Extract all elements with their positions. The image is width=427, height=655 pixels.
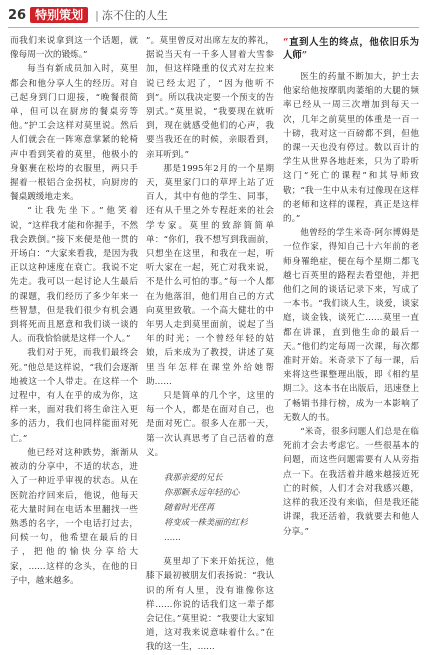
paragraph: 我们对于死，而我们最终会死。”他总是这样说，“我们会逐渐地被这一个人带走。在这样一个过程中，有人在乎的成为你，这样一来，面对我们将生命注入更多的活力，我们也同样能面对死亡。” [10,348,138,444]
poem-line: 你那颗永远年轻的心 [164,487,240,498]
poem-line: …… [164,532,181,543]
quote-open-mark: “ [283,37,289,48]
paragraph: 医生的药量不断加大，护士去他家给他按摩肌肉萎缩的大腿的频率已经从一周三次增加到每天一次，几年之前莫里的体重是一百一十磅，我对这一百磅都不到，但他的课一天也没有停过。数以百计的学生从世界各地赶来，只为了聆听这门“死亡的课程”和其导师致敬；“我一生中从未有过像现在这样的老师和这样的课程，真正是这样的。” [283,72,419,225]
paragraph: 只是简单的几个字，这里的每一个人，都是在面对自己，也是面对死亡。很多人在那一天，第一次认真思考了自己活着的意义。 [146,391,274,458]
paragraph: ”。莫里曾反对出席左友的葬礼，据说当天有一千多人冒着大雪参加，但这样隆重的仪式对左拉来说已经太迟了，“因为他听不到”。所以我决定要一个预支的告别式。”莫里说，“我要现在就听到，现在就感受他们的心声，我要当我还在的时候，亲眼看到，亲耳听到。” [146,36,274,160]
poem-line: 将变成一株美丽的红杉 [164,517,248,528]
paragraph: 而我们来说拿到这一个话题，就像每周一次的锻炼。” [10,36,138,61]
quote-close-mark: ” [301,50,308,61]
header-separator: | [95,8,99,22]
poem-line: 随着时光荏苒 [164,502,215,513]
poem-line: 我那亲爱的兄长 [164,472,223,483]
page-number: 26 [8,7,27,23]
page-header [8,4,419,26]
paragraph: “米奇，很多问题人们总是在临死前才会去考虑它。一些很基本的问题，而这些问题需要有人从旁指点一下。在我活着并越来越接近死亡的时候，人们才会对我感兴趣，这样的我还没有来临，但是我还能讲课，我还活着，我就要去和他人分享。” [283,427,419,537]
paragraph: 莫里却了下来开始抚泣，他膝下最初被朋友们表扬说：“我认识的所有人里，没有谁像你这样……你说的话我们这一辈子都会记住。”莫里说：“我要让大家知道，这对我来说意味着什么。”在我的这一生，…… [146,557,274,653]
section-tag: 特别策划 [30,7,88,23]
section-title: 冻不住的人生 [101,9,168,22]
paragraph: “让我先坐下。”他笑着说，“这样我才能和你握手，不然我会跌倒。”接下来便是他一贯的开场白：“大家来看我，是因为我正以这种速度在衰亡。我说不定先走。我可以一起讨论人生最后的课题，我们经历了多少年来一些智慧，但是我们很少有机会遇到将死而且愿意和我们谈一谈的人。而我恰恰就是这样一个人。” [10,206,138,345]
pull-quote [283,34,419,62]
header-rule [8,27,419,28]
paragraph: 那是1995年2月的一个星期天，莫里家门口的草坪上站了近百人，其中有他的学生、同事，还有从千里之外专程赶来的社会学专家。莫里的致辞简简单单：“你们，我不想写到我面前，只想坐在这里，和我在一起，听听大家在一起，死亡对我来说，不是什么可怕的事。”每一个人都在为他落泪，他们用自己的方式向莫里致敬。一个高大健壮的中年男人走到莫里面前，说起了当年的时光；一个曾经年轻的姑娘，后来成为了教授，讲述了莫里当年怎样在课堂外给她帮助…… [146,163,274,387]
pull-quote-text: 直到人生的终点，他依旧乐为人师 [283,37,419,61]
poem [146,470,274,545]
paragraph: 每当有新成员加入时，莫里都会和他分享人生的经历。对自己起身到门口迎接，“晚餐很简单，但可以在厨房的餐桌旁等他。”护工会这样对莫里说。然后人们就会在一阵寒意掌紧的轮椅声中看到笑着的莫里，他极小的身躯裹在松垮的衣服里，两只手握着一根铝合金拐杖，向厨房的餐桌踱缓地走来。 [10,64,138,203]
column-left [10,34,138,586]
column-middle [146,34,274,653]
paragraph: 他曾经的学生米奇·阿尔博姆是一位作家，得知自己十六年前的老师身罹绝症，便在每个星期二都飞越七百英里的路程去看望他，并把他们之间的谈话记录下来，写成了一本书。“我们谈人生，谈爱，谈家庭，谈金钱，谈死亡……莫里一直都在讲课，直到他生命的最后一天。”他们约定每周一次课，每次都准时开始。米奇录下了每一课，后来将这些课整理出版，即《相约星期二》。这本书在出版后，迅速登上了畅销书排行榜，成为一本影响了无数人的书。 [283,228,419,423]
column-right [283,34,419,568]
paragraph: 他已经对这种跌势，渐渐从被动的分享中，不适的状态，进入了一种近乎审视的状态。从在医院治疗回来后，他说，他每天花大量时间在电话本里翻找一些熟悉的名字，一个电话打过去，问候一句，他希望在最后的日子，把他的愉快分享给大家，……这样的念头，在他的日子中，越来越多。 [10,447,138,586]
